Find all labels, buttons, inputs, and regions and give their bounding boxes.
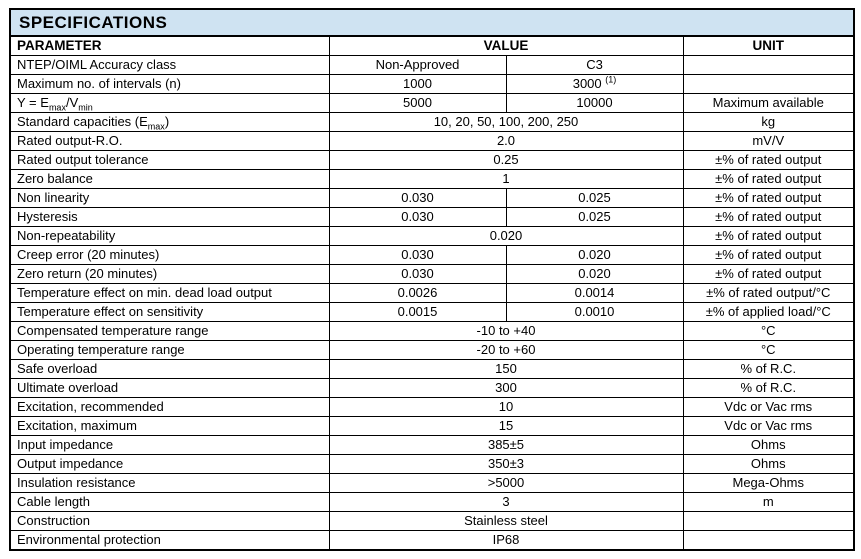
unit-cell: Vdc or Vac rms [683,398,854,417]
table-row [10,360,854,379]
unit-cell: ±% of rated output [683,265,854,284]
value-cell: 1000 [329,75,506,94]
table-row [10,284,854,303]
parameter-cell: Temperature effect on min. dead load output [10,284,329,303]
parameter-cell: Temperature effect on sensitivity [10,303,329,322]
value-cell: 0.020 [506,265,683,284]
table-row [10,189,854,208]
parameter-cell: Maximum no. of intervals (n) [10,75,329,94]
unit-cell [683,75,854,94]
value-cell: 150 [329,360,683,379]
value-cell: 3000 $^{(1)}$ [506,75,683,94]
parameter-cell: Operating temperature range [10,341,329,360]
unit-cell: ±% of rated output [683,246,854,265]
value-cell: 15 [329,417,683,436]
parameter-cell: Safe overload [10,360,329,379]
table-row [10,379,854,398]
value-cell: 0.0010 [506,303,683,322]
table-row [10,512,854,531]
unit-cell: ±% of rated output [683,208,854,227]
column-header-unit: UNIT [683,36,854,56]
unit-cell: ±% of rated output [683,189,854,208]
parameter-cell: Input impedance [10,436,329,455]
value-cell: -10 to +40 [329,322,683,341]
parameter-cell: Construction [10,512,329,531]
value-cell: 300 [329,379,683,398]
parameter-cell: Zero return (20 minutes) [10,265,329,284]
specifications-table [9,8,855,551]
value-cell: 0.030 [329,265,506,284]
parameter-cell: Output impedance [10,455,329,474]
table-row [10,436,854,455]
table-row [10,151,854,170]
parameter-cell: Hysteresis [10,208,329,227]
value-cell: -20 to +60 [329,341,683,360]
table-row [10,56,854,75]
table-row [10,455,854,474]
parameter-cell: $Y = E_{max}/V_{min}$ [10,94,329,113]
parameter-cell: Rated output tolerance [10,151,329,170]
value-cell: 0.020 [506,246,683,265]
value-cell: 10 [329,398,683,417]
unit-cell: Vdc or Vac rms [683,417,854,436]
value-cell: 5000 [329,94,506,113]
value-cell: 0.0026 [329,284,506,303]
value-cell: C3 [506,56,683,75]
value-cell: 0.020 [329,227,683,246]
value-cell: 0.025 [506,208,683,227]
parameter-cell: Non-repeatability [10,227,329,246]
value-cell: 0.030 [329,189,506,208]
value-cell: 2.0 [329,132,683,151]
value-cell: Non-Approved [329,56,506,75]
table-header-row [10,36,854,56]
parameter-cell: Zero balance [10,170,329,189]
unit-cell: % of R.C. [683,379,854,398]
parameter-cell: NTEP/OIML Accuracy class [10,56,329,75]
unit-cell: Ohms [683,436,854,455]
unit-cell: kg [683,113,854,132]
table-row [10,474,854,493]
unit-cell: °C [683,341,854,360]
column-header-value: VALUE [329,36,683,56]
value-cell: 1 [329,170,683,189]
parameter-cell: Rated output-R.O. [10,132,329,151]
table-row [10,303,854,322]
value-cell: 0.0015 [329,303,506,322]
table-row [10,322,854,341]
unit-cell: ±% of applied load/°C [683,303,854,322]
parameter-cell: Creep error (20 minutes) [10,246,329,265]
unit-cell: mV/V [683,132,854,151]
table-row [10,246,854,265]
table-row [10,398,854,417]
unit-cell: Maximum available [683,94,854,113]
parameter-cell: Cable length [10,493,329,512]
unit-cell [683,531,854,551]
table-row [10,227,854,246]
value-cell: IP68 [329,531,683,551]
value-cell: 0.0014 [506,284,683,303]
parameter-cell: Standard capacities $(E_{max})$ [10,113,329,132]
parameter-cell: Non linearity [10,189,329,208]
table-row [10,493,854,512]
value-cell: 10000 [506,94,683,113]
value-cell: 385±5 [329,436,683,455]
value-cell: 0.030 [329,246,506,265]
table-row [10,132,854,151]
table-row [10,113,854,132]
unit-cell: Mega-Ohms [683,474,854,493]
parameter-cell: Environmental protection [10,531,329,551]
unit-cell: ±% of rated output [683,170,854,189]
unit-cell [683,56,854,75]
table-row [10,170,854,189]
table-row [10,94,854,113]
parameter-cell: Excitation, recommended [10,398,329,417]
unit-cell: ±% of rated output [683,227,854,246]
unit-cell: Ohms [683,455,854,474]
value-cell: Stainless steel [329,512,683,531]
parameter-cell: Compensated temperature range [10,322,329,341]
value-cell: 10, 20, 50, 100, 200, 250 [329,113,683,132]
table-title-row [10,9,854,36]
unit-cell: ±% of rated output [683,151,854,170]
value-cell: 0.030 [329,208,506,227]
parameter-cell: Excitation, maximum [10,417,329,436]
table-row [10,265,854,284]
table-row [10,208,854,227]
parameter-cell: Ultimate overload [10,379,329,398]
value-cell: 0.025 [506,189,683,208]
value-cell: 3 [329,493,683,512]
table-row [10,531,854,551]
parameter-cell: Insulation resistance [10,474,329,493]
unit-cell [683,512,854,531]
value-cell: 350±3 [329,455,683,474]
unit-cell: ±% of rated output/°C [683,284,854,303]
column-header-parameter: PARAMETER [10,36,329,56]
value-cell: >5000 [329,474,683,493]
table-body [10,56,854,551]
unit-cell: °C [683,322,854,341]
table-row [10,341,854,360]
table-row [10,75,854,94]
unit-cell: m [683,493,854,512]
table-title: SPECIFICATIONS [10,9,854,36]
unit-cell: % of R.C. [683,360,854,379]
table-row [10,417,854,436]
value-cell: 0.25 [329,151,683,170]
